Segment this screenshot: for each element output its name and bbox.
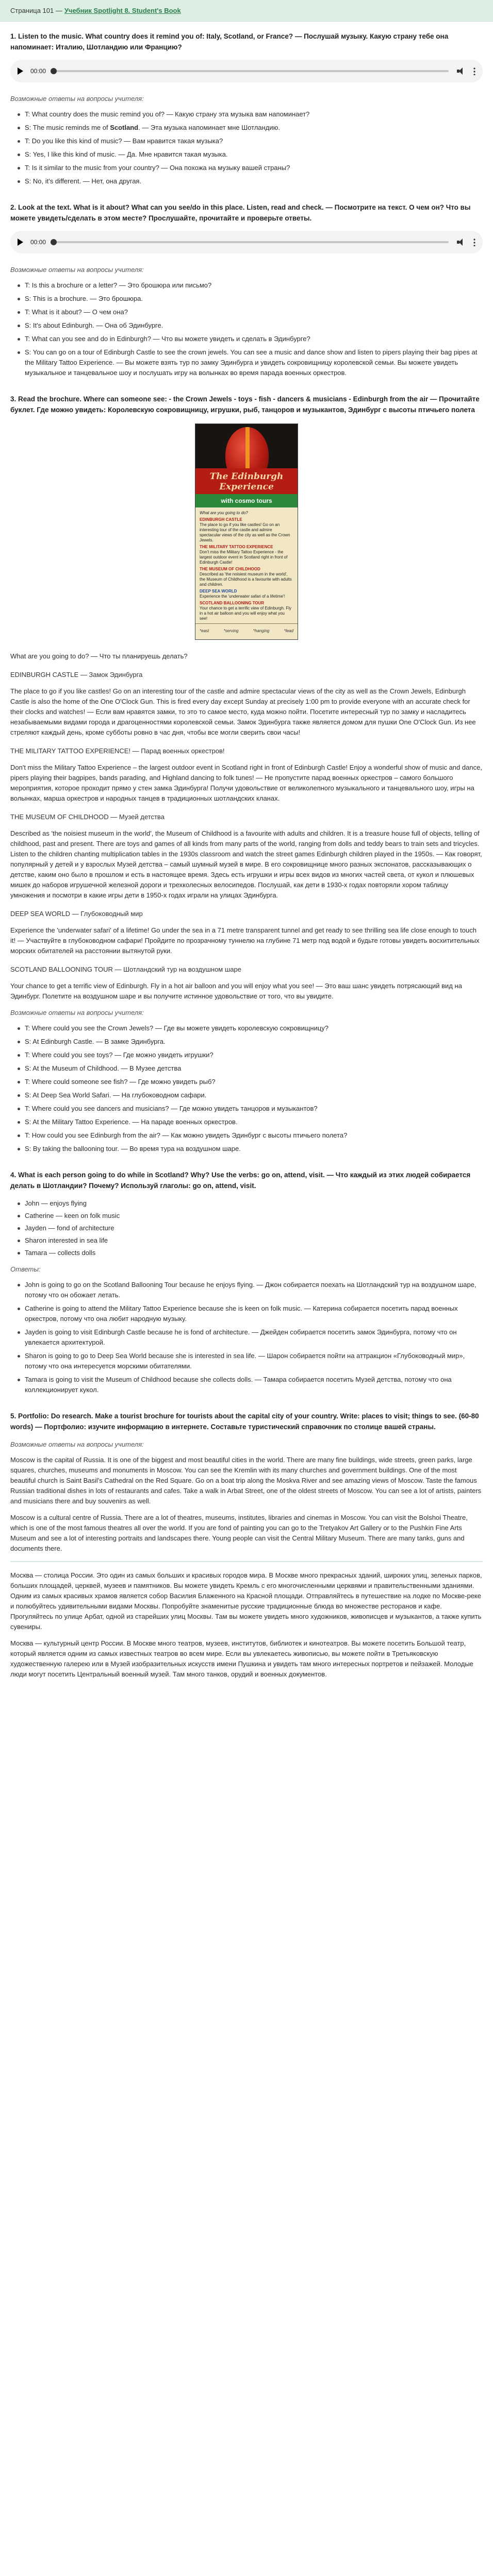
brochure-subtitle: with cosmo tours bbox=[195, 494, 298, 507]
list-item: T: Is this a brochure or a letter? — Это брошюра или письмо? bbox=[18, 280, 483, 291]
list-item: T: Where could someone see fish? — Где можно увидеть рыб? bbox=[18, 1077, 483, 1087]
exercise-4-task: 4. What is each person going to do while in Scotland? Why? Use the verbs: go on, attend, visit. — Что каждый из этих людей собирается делать в Шотландии? Почему? Используй глаголы: go on, attend, visit. bbox=[10, 1171, 471, 1190]
english-paragraph: Moscow is a cultural centre of Russia. There are a lot of theatres, museums, institutes, libraries and cinemas in Moscow. You can visit the Bolshoi Theatre, which is one of the most famous theatres all over the world. If you are fond of painting you can go to the Tretyakov Art Gallery or to the Pushkin Fine Arts Museum and see a lot of interesting portraits and landscapes there. Young people can visit the Central Military Museum. There are many tanks, guns and documents there. bbox=[10, 1514, 468, 1552]
list-item: Tamara — collects dolls bbox=[18, 1248, 483, 1258]
section-title: THE MUSEUM OF CHILDHOOD — Музей детства bbox=[10, 813, 165, 821]
list-item: T: Where could you see toys? — Где можно увидеть игрушки? bbox=[18, 1050, 483, 1060]
progress-handle[interactable] bbox=[51, 239, 57, 245]
section-text: The place to go if you like castles! Go on an interesting tour of the castle and admire spectacular views of the city as well as the Crown Jewels, Edinburgh Castle is also the home of the One O'Clock Gun. This is fired every day except Sunday at precisely 1:00 pm to provide everyone with an accurate check for their clocks and watches! — Если вам нравятся замки, то это то самое место, куда можно пойти. Посетите интересный тур по замку и насладитесь незабываемыми видами города и драгоценностями королевской семьи. Замок Эдинбурга также является домом для пушки One O'Clock Gun. Из нее стреляют каждый день, кроме субботы ровно в час дня, чтобы все могли сверить свои часы! bbox=[10, 687, 476, 736]
brochure-title: The Edinburgh Experience bbox=[195, 468, 298, 494]
ex1-answer-list bbox=[18, 109, 483, 187]
more-options-icon[interactable] bbox=[473, 67, 475, 75]
list-item: T: Where could you see the Crown Jewels? — Где вы можете увидеть королевскую сокровищницу? bbox=[18, 1023, 483, 1033]
english-paragraph: Moscow is the capital of Russia. It is one of the biggest and most beautiful cities in the world. There are many fine buildings, wide streets, green parks, large squares, churches, museums and monuments in Moscow. You can see the Kremlin with its many churches and government buildings. One of the most beautiful church is Saint Basil's Cathedral on the Red Square. Go on a boat trip along the Moskva River and see amazing views of Moscow. Taste the famous Russian traditional dishes in lots of restaurants and cafes. Take a walk in Arbat Street, one of the oldest streets of Moscow. You can see a lot of artists, painters and musicians there and buy souvenirs as well. bbox=[10, 1456, 482, 1505]
ex3-answer-list bbox=[18, 1023, 483, 1154]
audio-player-2[interactable] bbox=[10, 231, 483, 253]
section-title: THE MILITARY TATTOO EXPERIENCE! — Парад военных оркестров! bbox=[10, 747, 225, 755]
section-text: Experience the 'underwater safari' of a lifetime! Go under the sea in a 71 metre transparent tunnel and get ready to see thrilling sea life close enough to touch it! — Участвуйте в глубоководном сафари! Пройдите по прозрачному туннелю на глубине 71 метр под водой и будьте готовы увидеть восхитительных морских обитателей на расстоянии вытянутой руки. bbox=[10, 926, 480, 955]
list-item: S: The music reminds me of Scotland. — Эта музыка напоминает мне Шотландию. bbox=[18, 123, 483, 133]
balloon-photo bbox=[195, 424, 298, 468]
book-link[interactable]: Учебник Spotlight 8. Student's Book bbox=[64, 6, 181, 14]
list-item: T: How could you see Edinburgh from the air? — Как можно увидеть Эдинбург с высоты птичьего полета? bbox=[18, 1130, 483, 1141]
list-item: T: Is it similar to the music from your country? — Она похожа на музыку вашей страны? bbox=[18, 163, 483, 173]
answers-label: Возможные ответы на вопросы учителя: bbox=[10, 1009, 144, 1016]
brochure-body: What are you going to do? EDINBURGH CASTLE The place to go if you like castles! Go on an interesting tour of the castle and admire spectacular views of the city as well as the Crown Jewels. THE MILITARY TATTOO EXPERIENCE Don't miss the Military Tattoo Experience - the largest outdoor event in Scotland right in front of Edinburgh Castle! THE MUSEUM OF CHILDHOOD Described as 'the noisiest museum in the world', the Museum of Childhood is a favourite with adults and children. DEEP SEA WORLD Experience the 'underwater safari of a lifetime'! SCOTLAND BALLOONING TOUR Your chance to get a terrific view of Edinburgh. Fly in a hot air balloon and you will enjoy what you see! bbox=[200, 511, 292, 621]
list-item: T: Where could you see dancers and musicians? — Где можно увидеть танцоров и музыкантов? bbox=[18, 1104, 483, 1114]
page-label: Страница 101 — bbox=[10, 6, 62, 14]
section-text: Described as 'the noisiest museum in the world', the Museum of Childhood is a favourite with adults and children. It is a treasure house full of objects, telling of childhood, past and present. There are toys and games of all kinds from many parts of the world, ranging from dolls and teddy bears to train sets and tricycles. Listen to the children chanting multiplication tables in the 1930s classroom and watch the street games Edinburgh children played in the 1950s. — Как говорят, популярный у детей и у взрослых Музей детства – самый шумный музей в мире. В его сокровищнице много разных экспонатов, рассказывающих о детстве, каким оно было в прошлом и есть в настоящее время. Здесь есть игрушки и игры всех видов из многих частей света, от кукол и плюшевых мишек до наборов игрушечной железной дороги и трехколесных велосипедов. Послушай, как дети в 1930-х годах повторяли хором таблицу умножения и посмотри в какие игры дети в 1950-х годах играли на улицах Эдинбурга. bbox=[10, 829, 482, 899]
more-options-icon[interactable] bbox=[473, 238, 475, 246]
ex4-answer-list bbox=[18, 1280, 483, 1395]
list-item: Catherine — keen on folk music bbox=[18, 1211, 483, 1221]
volume-icon[interactable] bbox=[457, 239, 465, 246]
list-item: Sharon interested in sea life bbox=[18, 1235, 483, 1246]
russian-paragraph: Москва — культурный центр России. В Москве много театров, музеев, институтов, библиотек и кинотеатров. Вы можете посетить Большой театр, который является одним из самых известных театров во всем мире. Если вы увлекаетесь живописью, вы можете пойти в Третьяковскую художественную галерею или в Музей изобразительных искусств имени Пушкина и увидеть там много интересных портретов и пейзажей. Молодые люди могут посетить Центральный военный музей. Там много танков, орудий и военных документов. bbox=[10, 1639, 473, 1678]
play-icon[interactable] bbox=[18, 67, 23, 75]
exercise-2-task: 2. Look at the text. What is it about? What can you see/do in this place. Listen, read and check. — Посмотрите на текст. О чем он? Что вы можете увидеть/сделать в этом месте? Прослушайте, прочитайте и проверьте ответы. bbox=[10, 204, 471, 222]
list-item: Jayden — fond of architecture bbox=[18, 1223, 483, 1233]
list-item: John — enjoys flying bbox=[18, 1198, 483, 1209]
people-list bbox=[18, 1198, 483, 1258]
list-item: S: At the Museum of Childhood. — В Музее детства bbox=[18, 1063, 483, 1074]
audio-player-1[interactable] bbox=[10, 60, 483, 82]
list-item: Tamara is going to visit the Museum of Childhood because she collects dolls. — Тамара собирается посетить Музей детства, потому что она коллекционирует кукол. bbox=[18, 1375, 483, 1395]
section-text: Don't miss the Military Tattoo Experience – the largest outdoor event in Scotland right in front of Edinburgh Castle! Enjoy a wonderful show of music and dance, pipers playing their bagpipes, bands parading, and Highland dancing to folk tunes! — Не пропустите парад военных оркестров – самого большого мероприятия, которое проходит прямо у стен замка Эдинбурга! Получи удовольствие от великолепного музыкального и танцевального шоу, игры на волынках, марша оркестров и народных танцев в традиционных шотландских кланах. bbox=[10, 764, 482, 802]
section-title: DEEP SEA WORLD — Глубоководный мир bbox=[10, 910, 143, 918]
section-text: Your chance to get a terrific view of Edinburgh. Fly in a hot air balloon and you will enjoy what you see! — Это ваш шанс увидеть потрясающий вид на Эдинбург. Полетите на воздушном шаре и вы получите истинное удовольствие от того, что вы увидите. bbox=[10, 982, 462, 1000]
list-item: S: It's about Edinburgh. — Она об Эдинбурге. bbox=[18, 320, 483, 331]
section-title: EDINBURGH CASTLE — Замок Эдинбурга bbox=[10, 671, 143, 679]
audio-progress-track[interactable] bbox=[53, 241, 449, 243]
edinburgh-brochure-image bbox=[195, 423, 298, 640]
exercise-1 bbox=[10, 22, 483, 187]
brochure-glossary: *east *serving *hanging *lead bbox=[195, 623, 298, 639]
list-item: T: What is it about? — О чем она? bbox=[18, 307, 483, 317]
brochure-question: What are you going to do? — Что ты планируешь делать? bbox=[10, 652, 188, 660]
list-item: John is going to go on the Scotland Ballooning Tour because he enjoys flying. — Джон собирается поехать на Шотландский тур на воздушном шаре, потому что он обожает летать. bbox=[18, 1280, 483, 1300]
audio-time: 00:00 bbox=[30, 239, 46, 246]
audio-progress-track[interactable] bbox=[53, 70, 449, 72]
answers-label: Возможные ответы на вопросы учителя: bbox=[10, 95, 144, 103]
exercise-4 bbox=[10, 1160, 483, 1395]
exercise-1-task: 1. Listen to the music. What country does it remind you of: Italy, Scotland, or France? — Послушай музыку. Какую страну тебе она напоминает: Италию, Шотландию или Францию? bbox=[10, 32, 449, 51]
content bbox=[0, 22, 493, 1680]
list-item: T: Do you like this kind of music? — Вам нравится такая музыка? bbox=[18, 136, 483, 146]
list-item: S: You can go on a tour of Edinburgh Castle to see the crown jewels. You can see a music and dance show and listen to pipers playing their bag pipes at the Military Tattoo Experience. — Вы можете взять тур по замку Эдинбурга и увидеть сокровищницу королевской семьи. Вы можете увидеть музыкальное и танцевальное шоу и послушать игру на волынках во время парада военных оркестров. bbox=[18, 347, 483, 378]
exercise-5 bbox=[10, 1401, 483, 1680]
list-item: T: What can you see and do in Edinburgh? — Что вы можете увидеть и сделать в Эдинбурге? bbox=[18, 334, 483, 344]
list-item: S: This is a brochure. — Это брошюра. bbox=[18, 294, 483, 304]
divider bbox=[10, 1561, 483, 1562]
exercise-5-task: 5. Portfolio: Do research. Make a tourist brochure for tourists about the capital city of your country. Write: places to visit; things to see. (60-80 words) — Портфолио: изучите информацию в интернете. Составьте туристический справочник по столице вашей страны. bbox=[10, 1412, 479, 1431]
list-item: S: No, it's different. — Нет, она другая. bbox=[18, 176, 483, 187]
list-item: S: By taking the ballooning tour. — Во время тура на воздушном шаре. bbox=[18, 1144, 483, 1154]
list-item: Jayden is going to visit Edinburgh Castle because he is fond of architecture. — Джейден собирается посетить замок Эдинбурга, потому что он увлекается архитектурой. bbox=[18, 1327, 483, 1348]
section-title: SCOTLAND BALLOONING TOUR — Шотландский тур на воздушном шаре bbox=[10, 965, 241, 973]
volume-icon[interactable] bbox=[457, 67, 465, 75]
list-item: S: At Edinburgh Castle. — В замке Эдинбурга. bbox=[18, 1037, 483, 1047]
exercise-2 bbox=[10, 193, 483, 378]
play-icon[interactable] bbox=[18, 239, 23, 246]
list-item: Catherine is going to attend the Military Tattoo Experience because she is keen on folk music. — Катерина собирается посетить парад военных оркестров, потому что она любит народную музыку. bbox=[18, 1303, 483, 1324]
list-item: S: At Deep Sea World Safari. — На глубоководном сафари. bbox=[18, 1090, 483, 1100]
answers-label: Возможные ответы на вопросы учителя: bbox=[10, 266, 144, 274]
exercise-3 bbox=[10, 384, 483, 1154]
exercise-3-task: 3. Read the brochure. Where can someone see: - the Crown Jewels - toys - fish - dancers & musicians - Edinburgh from the air — Прочитайте буклет. Где можно увидеть: Королевскую сокровищницу, игрушки, рыб, танцоров и музыкантов, Эдинбург с высоты птичьего полета bbox=[10, 395, 480, 414]
list-item: S: Yes, I like this kind of music. — Да. Мне нравится такая музыка. bbox=[18, 149, 483, 160]
answers-label: Ответы: bbox=[10, 1265, 41, 1273]
ex2-answer-list bbox=[18, 280, 483, 378]
list-item: S: At the Military Tattoo Experience. — На параде военных оркестров. bbox=[18, 1117, 483, 1127]
progress-handle[interactable] bbox=[51, 68, 57, 74]
audio-time: 00:00 bbox=[30, 67, 46, 75]
list-item: Sharon is going to go to Deep Sea World because she is interested in sea life. — Шарон собирается пойти на аттракцион «Глубоководный мир», потому что она интересуется морскими обитателями. bbox=[18, 1351, 483, 1371]
breadcrumb bbox=[0, 0, 493, 22]
russian-paragraph: Москва — столица России. Это один из самых больших и красивых городов мира. В Москве много прекрасных зданий, широких улиц, зеленых парков, больших площадей, церквей, музеев и памятников. Вы можете увидеть Кремль с его многочисленными церквями и правительственными зданиями. Одним из самых красивых храмов является собор Василия Блаженного на Красной площади. Отправляйтесь в путешествие на лодке по Москве-реке и полюбуйтесь удивительными видами Москвы. Попробуйте знаменитые русские традиционные блюда во множестве ресторанов и кафе. Прогуляйтесь по улице Арбат, одной из старейших улиц Москвы. Там вы можете увидеть много художников, живописцев и музыкантов, а также купить сувениры. bbox=[10, 1571, 482, 1631]
list-item: T: What country does the music remind you of? — Какую страну эта музыка вам напоминает? bbox=[18, 109, 483, 120]
answers-label: Возможные ответы на вопросы учителя: bbox=[10, 1440, 144, 1448]
